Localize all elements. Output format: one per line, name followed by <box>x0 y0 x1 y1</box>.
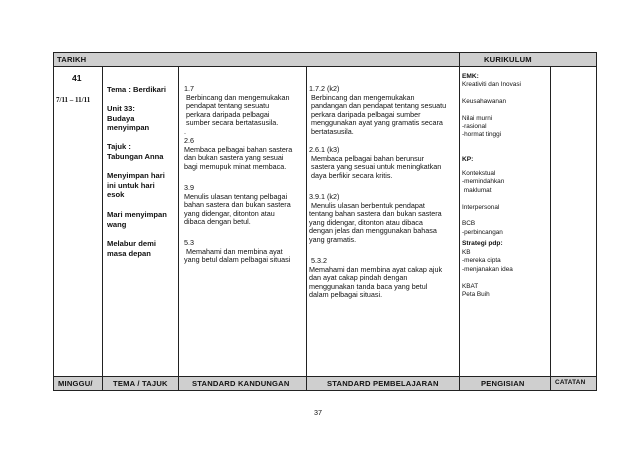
tema-line: Tema : Berdikari <box>107 85 166 94</box>
col-divider-1 <box>102 66 103 391</box>
emk-label: EMK: <box>462 73 479 80</box>
topic-melabur: Melabur demi masa depan <box>107 239 156 258</box>
sk-3-9: 3.9 Menulis ulasan tentang pelbagai bahan sastera dan bukan sastera yang didengar, ditonton atau dibaca dengan betul. <box>184 183 291 227</box>
topic-menyimpan-hari: Menyimpan hari ini untuk hari esok <box>107 171 165 200</box>
header-bottom-border <box>53 66 597 67</box>
sk-1-7: 1.7 Berbincang dan mengemukakan pendapat tentang sesuatu perkara daripada pelbagai sumber secara bertatasusila. . <box>184 84 290 136</box>
col-pengisian: PENGISIAN <box>481 379 525 388</box>
topic-mari-menyimpan: Mari menyimpan wang <box>107 210 167 229</box>
body-bottom-border <box>53 376 597 377</box>
strategi-label: Strategi pdp: <box>462 240 503 247</box>
table-border-top <box>53 52 597 53</box>
col-divider-4 <box>459 52 460 391</box>
sp-5-3-2: 5.3.2 Memahami dan membina ayat cakap ajuk dan ayat cakap pindah dengan menggunakan tanda baca yang betul dalam pelbagai situasi. <box>309 256 443 300</box>
col-standard-kandungan: STANDARD KANDUNGAN <box>192 379 290 388</box>
table-border-bottom <box>53 390 597 391</box>
week-number: 41 <box>72 73 82 83</box>
unit-title: Unit 33: Budaya menyimpan <box>107 104 150 133</box>
sp-3-9-1: 3.9.1 (k2) Menulis ulasan berbentuk pendapat tentang bahan sastera dan bukan sastera yang didengar, ditonton atau dibaca dengan jelas dan menggunakan bahasa yang gramatis. <box>309 192 442 244</box>
col-catatan: CATATAN <box>555 379 586 386</box>
col-divider-3 <box>306 66 307 391</box>
col-divider-2 <box>178 66 179 391</box>
table-border-left <box>53 52 54 391</box>
kp-list: Kontekstual -memindahkan maklumat Interpersonal BCB -perbincangan <box>462 170 505 236</box>
sk-2-6: 2.6 Membaca pelbagai bahan sastera dan bukan sastera yang sesuai bagi memupuk minat membaca. <box>184 136 293 171</box>
col-standard-pembelajaran: STANDARD PEMBELAJARAN <box>327 379 439 388</box>
header-kurikulum: KURIKULUM <box>484 55 532 64</box>
table-border-right <box>596 52 597 391</box>
col-divider-5 <box>550 66 551 391</box>
kp-label: KP: <box>462 156 474 163</box>
week-date: 7/11 – 11/11 <box>56 96 91 104</box>
emk-list: Kreativiti dan Inovasi Keusahawanan Nilai murni -rasional -hormat tinggi <box>462 81 521 139</box>
header-tarikh: TARIKH <box>57 55 87 64</box>
sp-1-7-2: 1.7.2 (k2) Berbincang dan mengemukakan pandangan dan pendapat tentang sesuatu perkara daripada pelbagai sumber menggunakan ayat yang gramatis secara bertatasusila. <box>309 84 447 136</box>
col-minggu: MINGGU/ <box>58 379 93 388</box>
sk-5-3: 5.3 Memahami dan membina ayat yang betul dalam pelbagai situasi <box>184 238 291 265</box>
strategi-list: KB -mereka cipta -menjanakan idea KBAT Peta Buih <box>462 249 513 299</box>
col-tema-tajuk: TEMA / TAJUK <box>113 379 168 388</box>
page-number: 37 <box>314 408 322 417</box>
tajuk-title: Tajuk : Tabungan Anna <box>107 142 164 161</box>
sp-2-6-1: 2.6.1 (k3) Membaca pelbagai bahan berunsur sastera yang sesuai untuk meningkatkan daya berfikir secara kritis. <box>309 145 442 180</box>
